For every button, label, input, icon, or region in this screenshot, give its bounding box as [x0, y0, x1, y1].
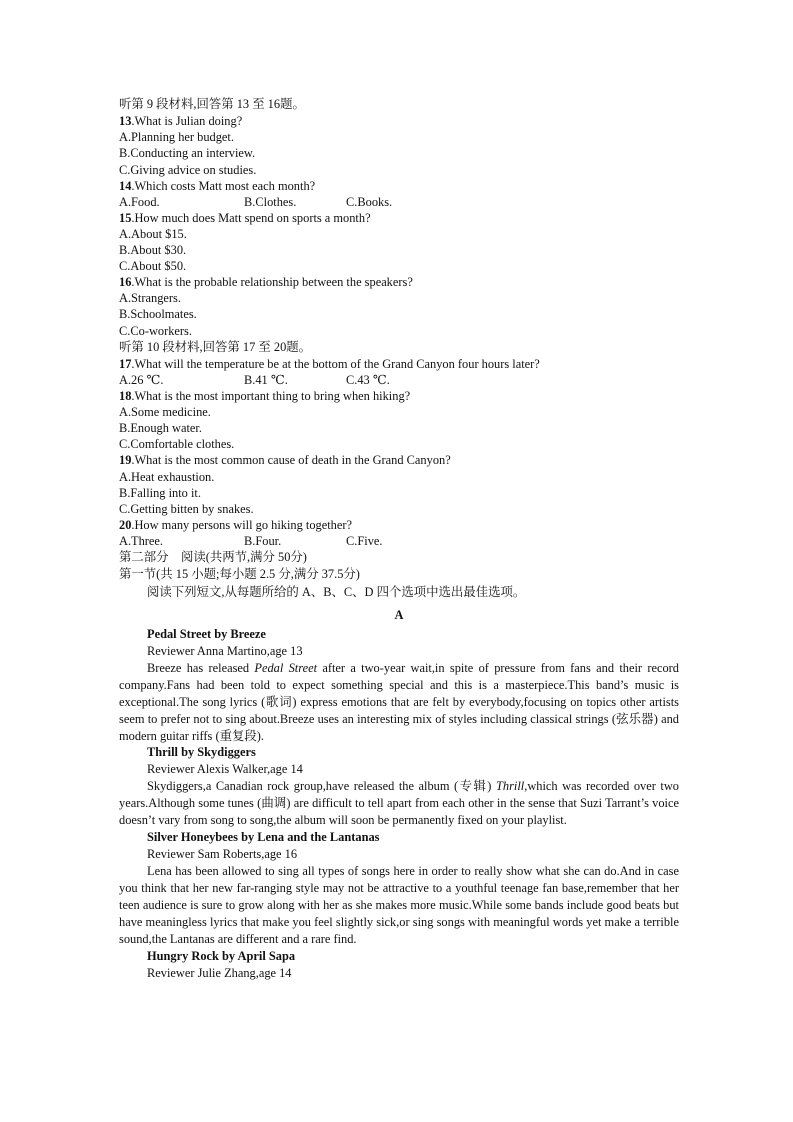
option: C.Books. — [346, 194, 393, 209]
question-text: .What will the temperature be at the bottom of the Grand Canyon four hours later? — [131, 356, 540, 371]
option: A.Food. — [119, 194, 160, 209]
reviewer: Reviewer Alexis Walker,age 14 — [147, 762, 303, 777]
document-page — [119, 96, 679, 982]
question-number: 18 — [119, 389, 132, 404]
album-name: Thrill — [495, 779, 525, 794]
review-text: Skydiggers,a Canadian rock group,have released the album (专辑) — [147, 779, 496, 794]
question-number: 20 — [119, 517, 132, 532]
reviewer: Reviewer Sam Roberts,age 16 — [147, 847, 298, 862]
option: B.Schoolmates. — [119, 307, 197, 322]
review-title: Pedal Street by Breeze — [147, 626, 266, 641]
option: B.Falling into it. — [119, 485, 201, 500]
review-title: Thrill by Skydiggers — [147, 745, 256, 760]
option: B.Enough water. — [119, 421, 202, 436]
question-13 — [119, 113, 679, 129]
review-body — [119, 778, 679, 829]
reviewer: Reviewer Julie Zhang,age 14 — [147, 965, 292, 980]
option: B.Clothes. — [244, 194, 297, 209]
option: C.Giving advice on studies. — [119, 162, 257, 177]
option-row — [119, 372, 679, 388]
option: A.About $15. — [119, 226, 187, 241]
option: A.Some medicine. — [119, 405, 211, 420]
question-15 — [119, 210, 679, 226]
question-text: .What is the probable relationship between the speakers? — [131, 275, 413, 290]
review-text: ,which was recorded over two years.Although some tunes (曲调) are difficult to tell apart from each other in the sense that Suzi Tarrant’s voice doesn’t vary from song to song,the album will soon be permanently fixed on your playlist. — [119, 779, 679, 828]
option-row — [119, 533, 679, 549]
question-number: 17 — [119, 356, 132, 371]
option: B.About $30. — [119, 243, 187, 258]
question-text: .What is the most common cause of death in the Grand Canyon? — [131, 453, 451, 468]
question-number: 16 — [119, 275, 132, 290]
listening-intro-10: 听第 10 段材料,回答第 17 至 20题。 — [119, 339, 312, 354]
option: A.Three. — [119, 533, 164, 548]
instruction: 阅读下列短文,从每题所给的 A、B、C、D 四个选项中选出最佳选项。 — [147, 584, 526, 599]
question-18 — [119, 388, 679, 404]
question-16 — [119, 274, 679, 290]
question-number: 19 — [119, 453, 132, 468]
listening-intro-9: 听第 9 段材料,回答第 13 至 16题。 — [119, 97, 305, 111]
passage-label: A — [394, 607, 404, 622]
review-body — [119, 863, 679, 948]
question-14 — [119, 178, 679, 194]
option: B.41 ℃. — [244, 373, 288, 387]
question-20 — [119, 517, 679, 533]
question-number: 13 — [119, 114, 132, 129]
option: C.43 ℃. — [346, 373, 390, 387]
option: C.Five. — [346, 533, 383, 548]
question-number: 14 — [119, 178, 132, 193]
question-number: 15 — [119, 210, 132, 225]
option: A.Heat exhaustion. — [119, 469, 215, 484]
part-title: 第二部分 阅读(共两节,满分 50分) — [119, 550, 307, 565]
question-text: .What is the most important thing to bring when hiking? — [131, 389, 411, 404]
album-name: Pedal Street — [254, 660, 318, 675]
option: C.About $50. — [119, 259, 187, 274]
review-text: Lena has been allowed to sing all types of songs here in order to really show what she can do.And in case you think that her new far-ranging style may not be attractive to a youthful teenage fan base,remember that her teen audience is sure to grow along with her as she makes more music.While some bands include good beats but have meaningless lyrics that make you feel slightly sick,or sing songs with meaningful words yet make a terrible sound,the Lantanas are different and a rare find. — [119, 864, 679, 946]
question-text: .How many persons will go hiking together? — [131, 517, 352, 532]
question-text: .Which costs Matt most each month? — [131, 178, 316, 193]
reviewer: Reviewer Anna Martino,age 13 — [147, 643, 303, 658]
option: C.Co-workers. — [119, 323, 192, 338]
question-text: .How much does Matt spend on sports a month? — [131, 210, 371, 225]
review-body — [119, 660, 679, 745]
review-title: Silver Honeybees by Lena and the Lantanas — [147, 830, 380, 845]
question-text: .What is Julian doing? — [131, 114, 243, 129]
question-17 — [119, 356, 679, 372]
review-text: after a two-year wait,in spite of pressure from fans and their record company.Fans had been told to expect something special and this is a masterpiece.This band’s music is exceptional.The song lyrics (歌词) express emotions that are felt by everybody,focusing on topics other artists seem to prefer not to sing about.Breeze uses an interesting mix of styles including classical strings (弦乐器) and modern guitar riffs (重复段). — [119, 660, 679, 743]
option: B.Four. — [244, 533, 282, 548]
option-row — [119, 194, 679, 210]
option: A.Strangers. — [119, 291, 181, 306]
option: C.Getting bitten by snakes. — [119, 501, 254, 516]
review-text: Breeze has released — [147, 660, 255, 675]
question-19 — [119, 452, 679, 468]
option: C.Comfortable clothes. — [119, 437, 235, 452]
option: A.26 ℃. — [119, 373, 164, 387]
review-title: Hungry Rock by April Sapa — [147, 948, 296, 963]
subsection-title: 第一节(共 15 小题;每小题 2.5 分,满分 37.5分) — [119, 567, 360, 582]
option: B.Conducting an interview. — [119, 146, 256, 161]
option: A.Planning her budget. — [119, 130, 234, 145]
